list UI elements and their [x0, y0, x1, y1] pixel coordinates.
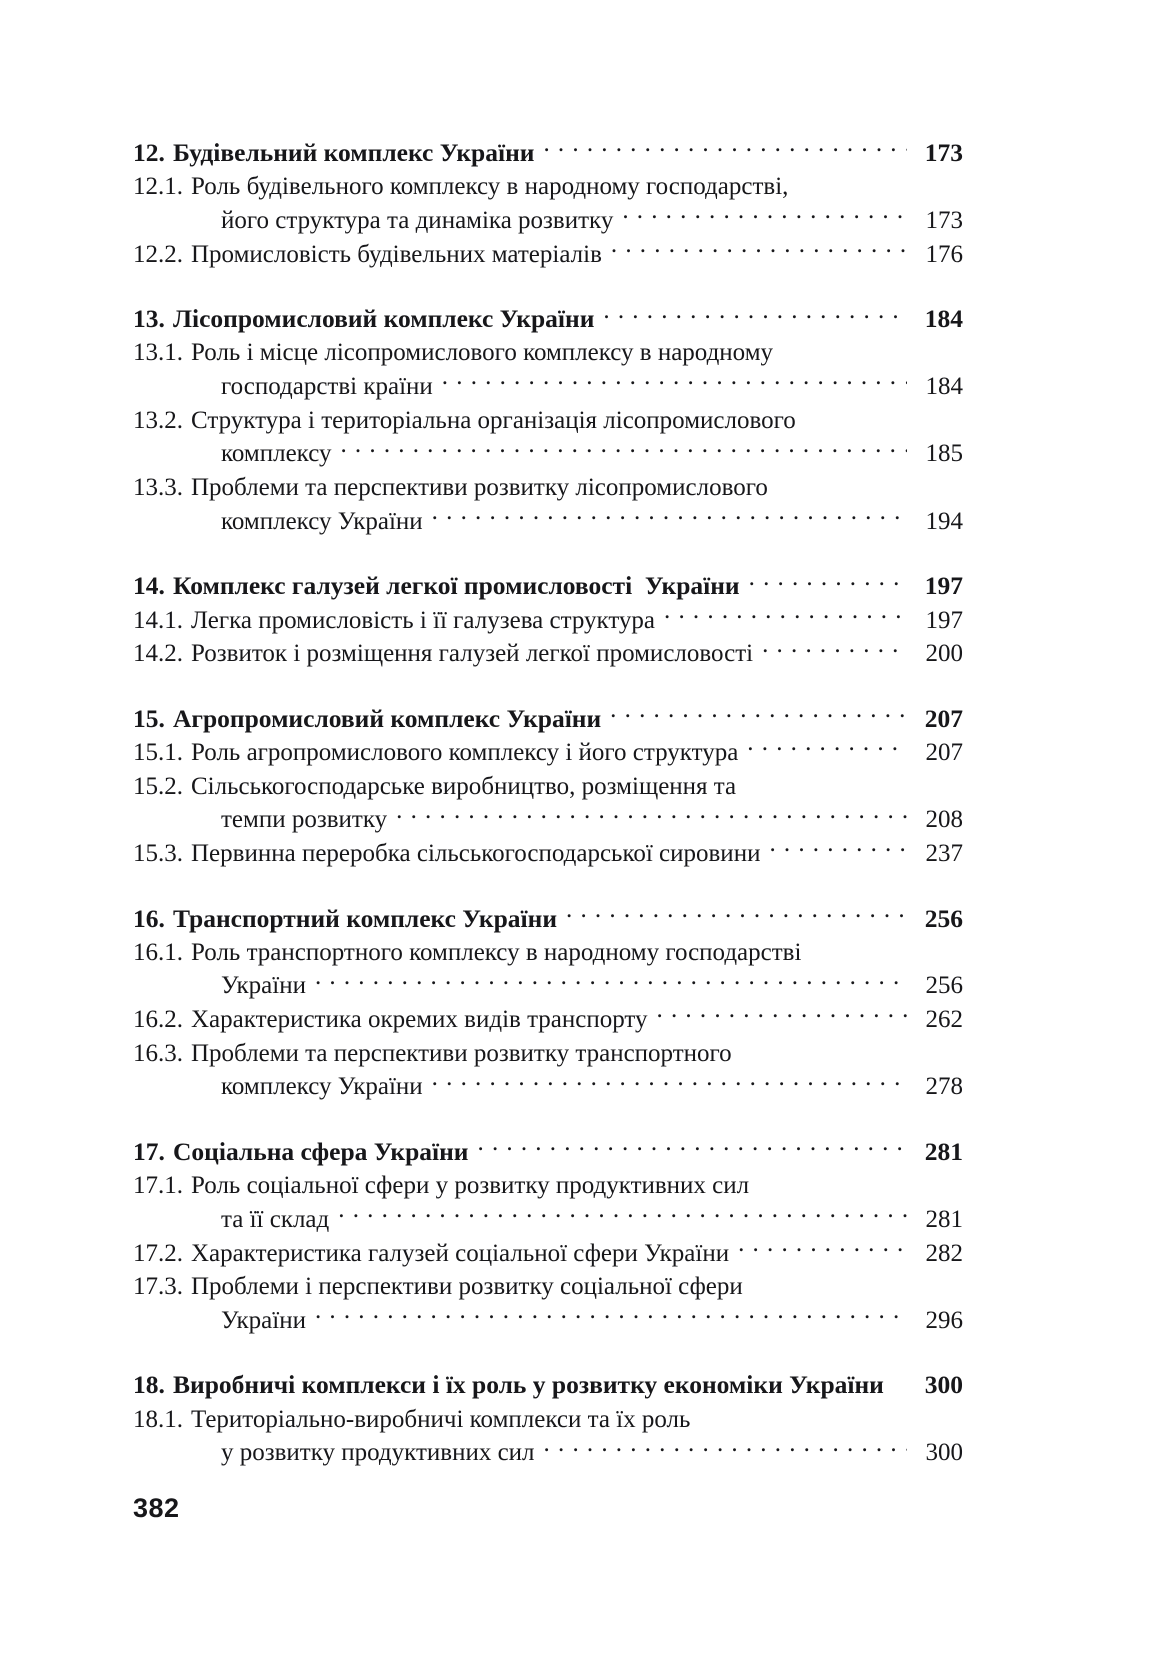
chapter-number: 13. [133, 304, 165, 334]
section-page-number: 173 [925, 206, 963, 234]
chapter-title: Соціальна сфера України [173, 1136, 469, 1166]
toc-section-entry[interactable] [133, 637, 963, 671]
page-folio: 382 [133, 1493, 180, 1523]
chapter-title: Транспортний комплекс України [173, 903, 558, 933]
toc-section-entry-continuation[interactable] [133, 1304, 963, 1338]
toc-section-entry-continuation[interactable] [133, 1203, 963, 1237]
dot-leader [432, 1078, 907, 1094]
toc-section-entry[interactable] [133, 336, 963, 370]
section-title: Характеристика окремих видів транспорту [191, 1006, 648, 1034]
dot-leader [610, 711, 907, 727]
toc-section-entry-continuation[interactable] [133, 1070, 963, 1104]
toc-section-entry-continuation[interactable] [133, 204, 963, 238]
dot-leader [442, 378, 907, 394]
section-number: 16.2. [133, 1006, 183, 1034]
section-title: Промисловість будівельних матеріалів [191, 240, 602, 268]
toc-chapter-block [133, 702, 963, 871]
section-number: 12.1. [133, 173, 183, 201]
section-number: 17.1. [133, 1172, 183, 1200]
chapter-page-number: 184 [924, 304, 963, 334]
chapter-number: 14. [133, 571, 165, 601]
section-title: Легка промисловість і її галузева структура [191, 606, 656, 634]
section-page-number: 197 [925, 606, 963, 634]
section-page-number: 207 [925, 739, 963, 767]
toc-section-entry-continuation[interactable] [133, 437, 963, 471]
section-number: 13.2. [133, 406, 183, 434]
section-number: 15.2. [133, 772, 183, 800]
section-title: темпи розвитку [221, 806, 388, 834]
dot-leader [544, 1444, 907, 1460]
chapter-page-number: 256 [924, 903, 963, 933]
section-page-number: 262 [925, 1006, 963, 1034]
chapter-page-number: 300 [924, 1370, 964, 1400]
dot-leader [315, 1312, 907, 1328]
dot-leader [566, 911, 907, 927]
section-title: Структура і територіальна організація лісопромислового [191, 406, 796, 434]
section-page-number: 200 [925, 640, 963, 668]
toc-section-entry[interactable] [133, 736, 963, 770]
section-page-number: 300 [925, 1439, 963, 1467]
section-title: Проблеми та перспективи розвитку лісопромислового [191, 473, 768, 501]
chapter-number: 16. [133, 903, 165, 933]
section-title: Проблеми та перспективи розвитку транспортного [191, 1039, 732, 1067]
toc-chapter-entry[interactable] [133, 302, 963, 336]
section-number: 17.3. [133, 1273, 183, 1301]
section-title: Сільськогосподарське виробництво, розміщення та [191, 772, 737, 800]
toc-chapter-block [133, 136, 963, 271]
section-number: 13.3. [133, 473, 183, 501]
section-page-number: 281 [925, 1205, 963, 1233]
dot-leader [543, 145, 907, 161]
dot-leader [884, 1377, 897, 1393]
section-title: Роль соціальної сфери у розвитку продуктивних сил [191, 1172, 750, 1200]
toc-chapter-entry[interactable] [133, 569, 963, 603]
section-title: України [221, 1306, 306, 1334]
toc-section-entry[interactable] [133, 1270, 963, 1304]
chapter-page-number: 207 [924, 703, 963, 733]
toc-section-entry[interactable] [133, 1003, 963, 1037]
section-title: комплексу України [221, 507, 423, 535]
dot-leader [622, 212, 907, 228]
section-page-number: 237 [925, 839, 963, 867]
chapter-page-number: 173 [924, 138, 963, 167]
section-title: Роль будівельного комплексу в народному господарстві, [191, 173, 789, 201]
table-of-contents [133, 136, 963, 1470]
section-title: Проблеми і перспективи розвитку соціальної сфери [191, 1273, 743, 1301]
section-title: Характеристика галузей соціальної сфери України [191, 1239, 730, 1267]
dot-leader [478, 1144, 908, 1160]
section-number: 14.1. [133, 606, 183, 634]
chapter-title: Комплекс галузей легкої промисловості України [173, 571, 740, 601]
dot-leader [747, 744, 907, 760]
section-number: 15.1. [133, 739, 183, 767]
chapter-page-number: 281 [924, 1136, 963, 1166]
section-number: 16.1. [133, 938, 183, 966]
chapter-number: 17. [133, 1136, 165, 1166]
section-page-number: 194 [925, 507, 963, 535]
section-title: його структура та динаміка розвитку [221, 206, 614, 234]
toc-section-entry[interactable] [133, 238, 963, 272]
toc-section-entry[interactable] [133, 1237, 963, 1271]
toc-chapter-entry[interactable] [133, 1368, 963, 1402]
toc-section-entry[interactable] [133, 1403, 963, 1437]
section-title: та її склад [221, 1205, 330, 1233]
section-page-number: 278 [925, 1073, 963, 1101]
chapter-title: Лісопромисловий комплекс України [173, 304, 595, 334]
chapter-number: 15. [133, 703, 165, 733]
section-number: 17.2. [133, 1239, 183, 1267]
section-title: Роль агропромислового комплексу і його структура [191, 739, 739, 767]
toc-section-entry[interactable] [133, 404, 963, 438]
section-title: комплексу України [221, 1073, 423, 1101]
toc-section-entry[interactable] [133, 1037, 963, 1071]
section-number: 18.1. [133, 1405, 183, 1433]
dot-leader [738, 1245, 907, 1261]
section-title: у розвитку продуктивних сил [221, 1439, 535, 1467]
section-page-number: 256 [925, 972, 963, 1000]
section-page-number: 282 [925, 1239, 963, 1267]
dot-leader [749, 578, 907, 594]
toc-section-entry-continuation[interactable] [133, 1436, 963, 1470]
dot-leader [432, 513, 907, 529]
section-page-number: 208 [925, 806, 963, 834]
toc-section-entry-continuation[interactable] [133, 969, 963, 1003]
dot-leader [762, 645, 907, 661]
chapter-title: Будівельний комплекс України [173, 138, 535, 167]
toc-section-entry-continuation[interactable] [133, 505, 963, 539]
section-title: Роль і місце лісопромислового комплексу в народному [191, 339, 774, 367]
dot-leader [396, 811, 907, 827]
toc-chapter-entry[interactable] [133, 1135, 963, 1169]
section-number: 12.2. [133, 240, 183, 268]
section-page-number: 184 [925, 373, 963, 401]
section-title: України [221, 972, 306, 1000]
toc-chapter-block [133, 569, 963, 671]
section-title: Територіально-виробничі комплекси та їх роль [191, 1405, 691, 1433]
section-title: Розвиток і розміщення галузей легкої промисловості [191, 640, 754, 668]
toc-section-entry[interactable] [133, 471, 963, 505]
section-number: 13.1. [133, 339, 183, 367]
toc-section-entry[interactable] [133, 604, 963, 638]
toc-chapter-entry[interactable] [133, 136, 963, 170]
dot-leader [315, 977, 907, 993]
toc-chapter-block [133, 902, 963, 1104]
section-title: Первинна переробка сільськогосподарської сировини [191, 839, 761, 867]
section-title: Роль транспортного комплексу в народному господарстві [191, 938, 802, 966]
toc-section-entry[interactable] [133, 770, 963, 804]
toc-chapter-entry[interactable] [133, 702, 963, 736]
section-title: комплексу [221, 440, 332, 468]
chapter-title: Агропромисловий комплекс України [173, 703, 602, 733]
section-page-number: 296 [925, 1306, 963, 1334]
section-number: 16.3. [133, 1039, 183, 1067]
section-number: 14.2. [133, 640, 183, 668]
dot-leader [611, 246, 907, 262]
dot-leader [340, 445, 907, 461]
dot-leader [338, 1211, 907, 1227]
toc-chapter-entry[interactable] [133, 902, 963, 936]
toc-section-entry[interactable] [133, 170, 963, 204]
toc-section-entry-continuation[interactable] [133, 803, 963, 837]
toc-section-entry-continuation[interactable] [133, 370, 963, 404]
section-title: господарстві країни [221, 373, 433, 401]
toc-chapter-block [133, 1368, 963, 1470]
toc-chapter-block [133, 1135, 963, 1337]
section-number: 15.3. [133, 839, 183, 867]
chapter-number: 18. [133, 1370, 165, 1400]
section-page-number: 185 [925, 440, 963, 468]
chapter-page-number: 197 [924, 571, 963, 601]
chapter-title: Виробничі комплекси і їх роль у розвитку економіки України [173, 1370, 884, 1400]
toc-section-entry[interactable] [133, 1169, 963, 1203]
dot-leader [657, 1011, 907, 1027]
toc-section-entry[interactable] [133, 936, 963, 970]
dot-leader [664, 612, 907, 628]
chapter-number: 12. [133, 138, 165, 167]
toc-section-entry[interactable] [133, 837, 963, 871]
dot-leader [769, 845, 907, 861]
section-page-number: 176 [925, 240, 963, 268]
toc-chapter-block [133, 302, 963, 538]
dot-leader [603, 311, 907, 327]
